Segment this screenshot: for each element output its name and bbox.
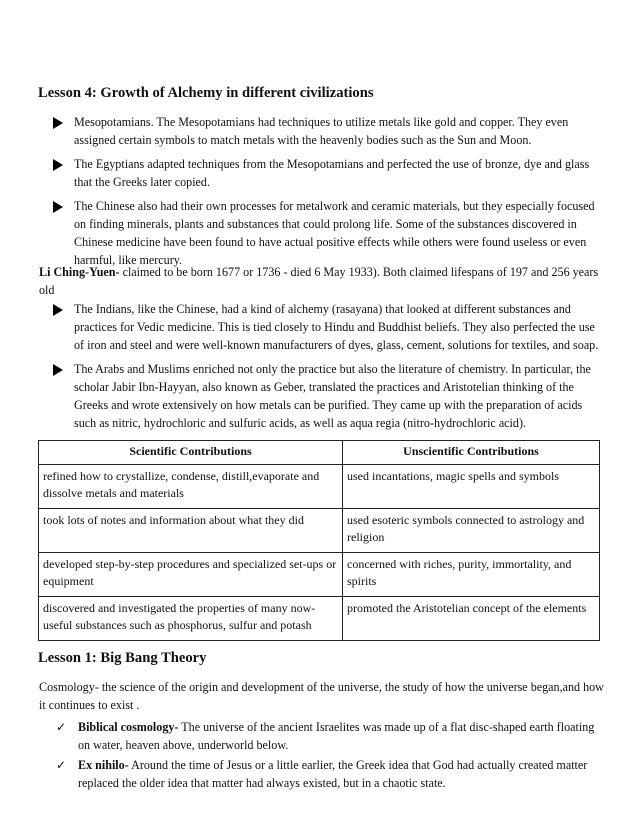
term: Biblical cosmology- — [78, 720, 179, 734]
bullet-text: The Chinese also had their own processes for metalwork and ceramic materials, but they especially focused on finding minerals, plants and substances that could prolong life. Some of the substances discovered in Chinese medicine have been found to have actual positive effects while others were found useless or even harmful, like mercury. — [74, 199, 595, 267]
lesson4-title: Lesson 4: Growth of Alchemy in different civilizations — [38, 85, 374, 101]
term: Ex nihilo- — [78, 758, 129, 772]
list-item — [51, 300, 599, 354]
term-text: The universe of the ancient Israelites was made up of a flat disc-shaped earth floating on water, heaven above, underworld below. — [78, 720, 595, 752]
table-cell: concerned with riches, purity, immortality, and spirits — [343, 552, 600, 596]
list-item — [51, 197, 599, 269]
arrow-bullet-icon — [53, 159, 63, 171]
arrow-bullet-icon — [53, 117, 63, 129]
table-row — [39, 552, 600, 596]
table-cell: discovered and investigated the properties of many now-useful substances such as phosphorus, sulfur and potash — [39, 596, 343, 640]
cosmology-definition: Cosmology- the science of the origin and development of the universe, the study of how the universe began,and how it continues to exist . — [39, 680, 604, 712]
table-cell: used incantations, magic spells and symbols — [343, 464, 600, 508]
column-header-unscientific: Unscientific Contributions — [343, 441, 600, 465]
bullet-text: Mesopotamians. The Mesopotamians had techniques to utilize metals like gold and copper. They even assigned certain symbols to match metals with the heavenly bodies such as the Sun and Moon. — [74, 115, 569, 147]
table-row — [39, 596, 600, 640]
table-cell: used esoteric symbols connected to astrology and religion — [343, 508, 600, 552]
lesson1-title: Lesson 1: Big Bang Theory — [38, 650, 207, 666]
table-header-row — [39, 441, 600, 465]
list-item — [56, 756, 604, 792]
contributions-table — [38, 440, 600, 641]
list-item — [56, 718, 604, 754]
table-row — [39, 508, 600, 552]
list-item — [51, 155, 599, 191]
lesson1-checklist — [56, 718, 604, 794]
note-text: claimed to be born 1677 or 1736 - died 6 May 1933). Both claimed lifespans of 197 and 256 years old — [39, 265, 599, 297]
list-item — [51, 113, 599, 149]
column-header-scientific: Scientific Contributions — [39, 441, 343, 465]
checkmark-icon: ✓ — [56, 720, 67, 734]
table-cell: took lots of notes and information about what they did — [39, 508, 343, 552]
li-ching-yuen-note — [39, 263, 604, 299]
lesson4-bullets-b — [51, 300, 599, 438]
bullet-text: The Egyptians adapted techniques from the Mesopotamians and perfected the use of bronze, dye and glass that the Greeks later copied. — [74, 157, 590, 189]
bullet-text: The Arabs and Muslims enriched not only the practice but also the literature of chemistry. In particular, the scholar Jabir Ibn-Hayyan, also known as Geber, translated the practices and Aristotelian thinking of the Greeks and wrote extensively on how metals can be purified. They came up with the preparation of acids such as nitric, hydrochloric and sulfuric acids, as well as aqua regia (nitro-hydrochloric acid). — [74, 362, 591, 430]
list-item — [51, 360, 599, 432]
table-cell: refined how to crystallize, condense, distill,evaporate and dissolve metals and materials — [39, 464, 343, 508]
lesson4-bullets-a — [51, 113, 599, 275]
table-cell: developed step-by-step procedures and specialized set-ups or equipment — [39, 552, 343, 596]
note-name: Li Ching-Yuen- — [39, 265, 120, 279]
table-cell: promoted the Aristotelian concept of the elements — [343, 596, 600, 640]
arrow-bullet-icon — [53, 304, 63, 316]
bullet-text: The Indians, like the Chinese, had a kind of alchemy (rasayana) that looked at different substances and practices for Vedic medicine. This is tied closely to Hindu and Buddhist beliefs. They also perfected the use of iron and steel and were well-known manufacturers of dyes, glass, cement, solutions for textiles, and soap. — [74, 302, 599, 352]
arrow-bullet-icon — [53, 201, 63, 213]
checkmark-icon: ✓ — [56, 758, 67, 772]
arrow-bullet-icon — [53, 364, 63, 376]
term-text: Around the time of Jesus or a little earlier, the Greek idea that God had actually created matter replaced the older idea that matter had always existed, but in a chaotic state. — [78, 758, 588, 790]
table-row — [39, 464, 600, 508]
